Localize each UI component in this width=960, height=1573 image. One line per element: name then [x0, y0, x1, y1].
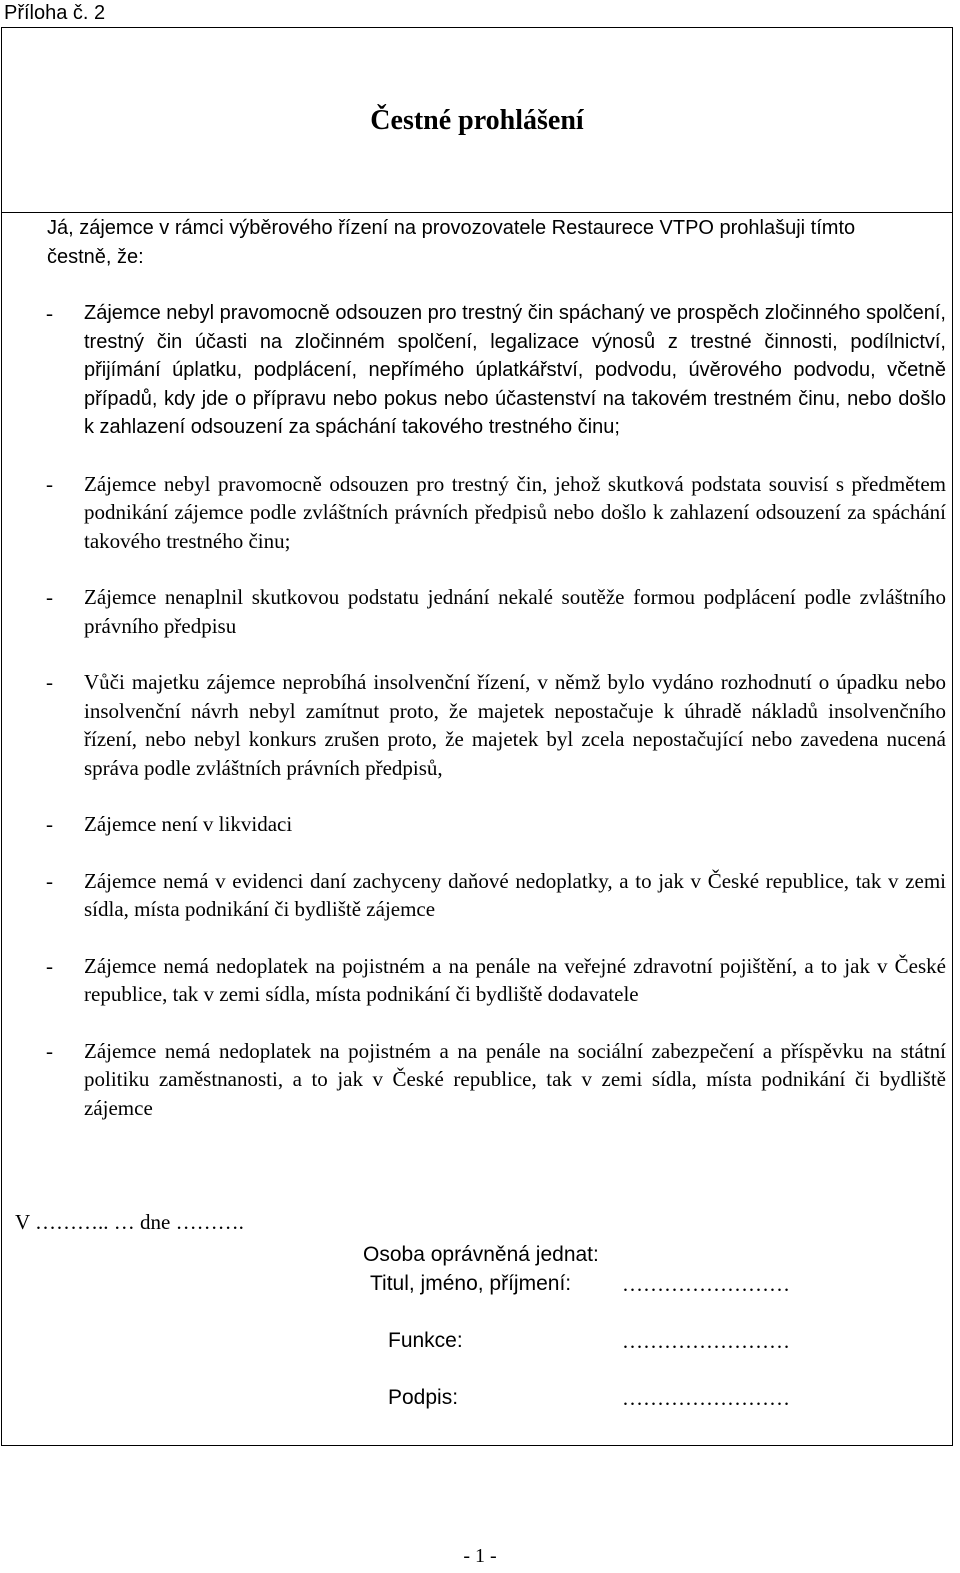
list-item: [46, 583, 946, 640]
title-box: [2, 28, 952, 213]
intro-paragraph: Já, zájemce v rámci výběrového řízení na provozovatele Restaurece VTPO prohlašuji tímto čestně, že:: [47, 217, 856, 268]
list-item-text: Zájemce nemá nedoplatek na pojistném a na penále na veřejné zdravotní pojištění, a to jak v České republice, tak v zemi sídla, místa podnikání či bydliště dodavatele: [84, 953, 946, 1006]
list-item-text: Zájemce nemá v evidenci daní zachyceny daňové nedoplatky, a to jak v České republice, tak v zemi sídla, místa podnikání či bydliště zájemce: [84, 868, 946, 921]
function-value-blank: ……………………: [622, 1329, 790, 1353]
annex-label: Příloha č. 2: [4, 2, 106, 24]
list-item: [46, 1037, 946, 1123]
list-dash: -: [46, 301, 53, 325]
list-dash: -: [46, 868, 53, 893]
list-item-text: Vůči majetku zájemce neprobíhá insolvenční řízení, v němž bylo vydáno rozhodnutí o úpadku nebo insolvenční návrh nebyl zamítnut proto, že majetek nepostačuje k úhradě nákladů insolvenčního řízení, nebo nebyl konkurs zrušen proto, že majetek byl zcela nepostačující nebo zavedena nucená správa podle zvláštních právních předpisů,: [84, 670, 946, 780]
list-dash: -: [46, 953, 53, 978]
list-item: [46, 867, 946, 924]
list-item: [46, 810, 946, 839]
place-date-line: V ……….. … dne ……….: [15, 1210, 244, 1234]
document-title: Čestné prohlášení: [370, 105, 584, 136]
name-value-blank: ……………………: [622, 1272, 790, 1296]
list-dash: -: [46, 1038, 53, 1063]
list-item-text: Zájemce nenaplnil skutkovou podstatu jednání nekalé soutěže formou podplácení podle zvláštního právního předpisu: [84, 585, 946, 638]
list-item-text: Zájemce nebyl pravomocně odsouzen pro trestný čin, jehož skutková podstata souvisí s předmětem podnikání zájemce podle zvláštních právních předpisů nebo došlo k zahlazení odsouzení za spáchání takového trestného činu;: [84, 471, 946, 553]
list-item-text: Zájemce nemá nedoplatek na pojistném a na penále na sociální zabezpečení a příspěvku na státní politiku zaměstnanosti, a to jak v České republice, tak v zemi sídla, místa podnikání či bydliště zájemce: [84, 1038, 946, 1120]
list-item: [46, 952, 946, 1009]
list-dash: -: [46, 471, 53, 496]
list-item-text: Zájemce nebyl pravomocně odsouzen pro trestný čin spáchaný ve prospěch zločinného spolčení, trestný čin účasti na zločinném spolčení, legalizace výnosů z trestné činnosti, podílnictví, přijímání úplatku, podplácení, nepřímého úplatkářství, podvodu, úvěrového podvodu, včetně případů, kdy jde o přípravu nebo pokus nebo účastenství na takovém trestném činu, nebo došlo k zahlazení odsouzení za spáchání takového trestného činu;: [84, 302, 946, 438]
declaration-frame: [1, 27, 953, 1446]
list-dash: -: [46, 670, 53, 694]
page-number: - 1 -: [463, 1545, 497, 1567]
list-dash: -: [46, 585, 53, 609]
list-item: [46, 299, 946, 442]
list-item: [46, 668, 946, 782]
signature-label: Podpis:: [388, 1386, 459, 1409]
declaration-list: [46, 299, 946, 1150]
signature-value-blank: ……………………: [622, 1386, 790, 1410]
function-label: Funkce:: [388, 1329, 463, 1352]
list-item-text: Zájemce není v likvidaci: [84, 812, 293, 836]
list-item: [46, 470, 946, 556]
signature-heading: Osoba oprávněná jednat:: [363, 1243, 599, 1266]
list-dash: -: [46, 812, 53, 836]
name-label: Titul, jméno, příjmení:: [370, 1272, 572, 1295]
